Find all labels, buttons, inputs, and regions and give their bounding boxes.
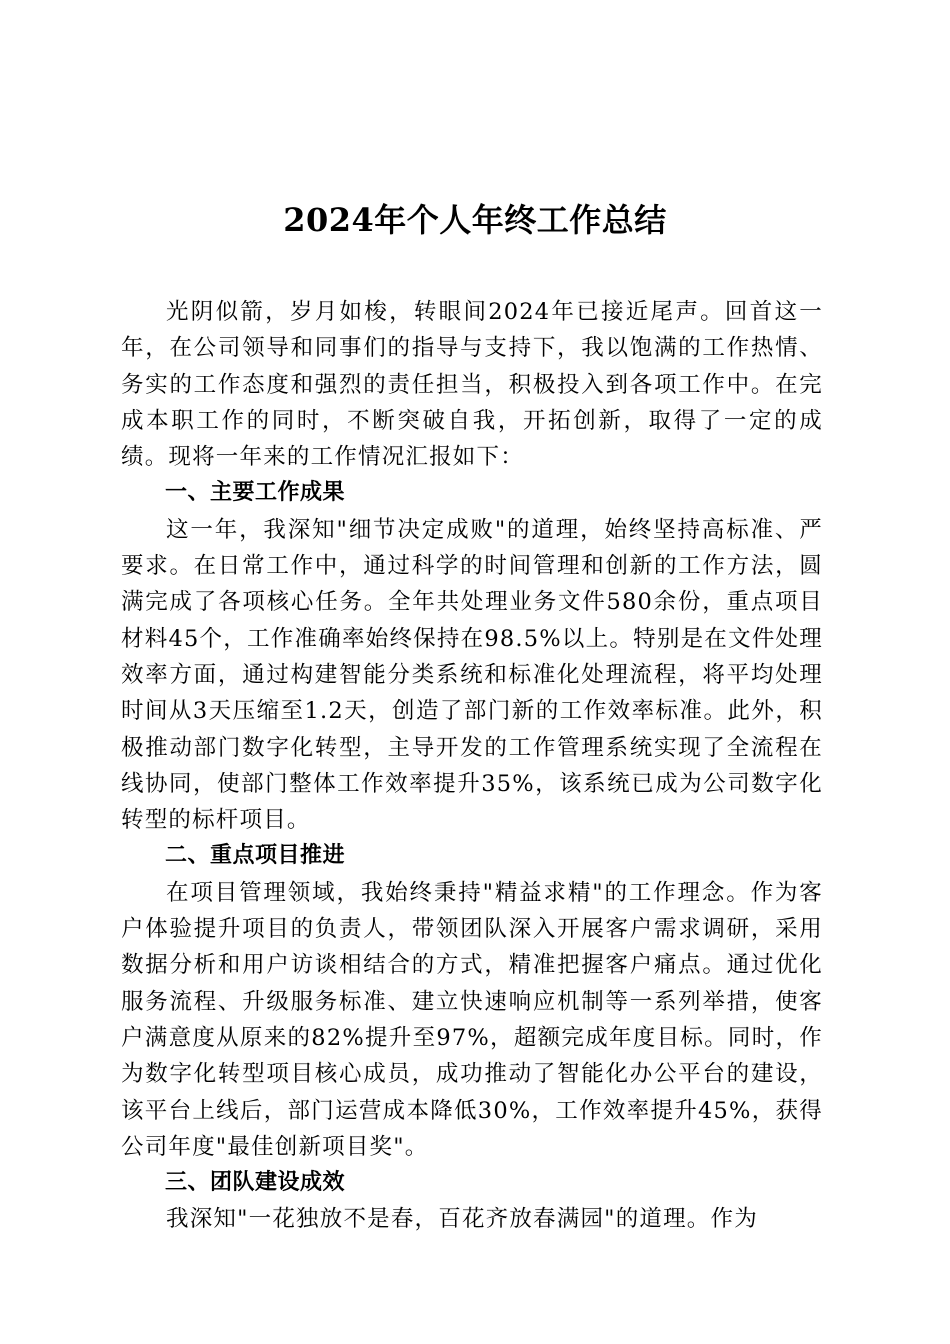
section-heading-achievements: 一、主要工作成果 <box>165 480 346 506</box>
document-body <box>121 294 823 1238</box>
section-heading-team: 三、团队建设成效 <box>165 1170 346 1196</box>
section-heading-projects: 二、重点项目推进 <box>165 843 346 869</box>
section-paragraph-projects: 在项目管理领域，我始终秉持"精益求精"的工作理念。作为客户体验提升项目的负责人，带领团队深入开展客户需求调研，采用数据分析和用户访谈相结合的方式，精准把握客户痛点。通过优化服务流程、升级服务标准、建立快速响应机制等一系列举措，使客户满意度从原来的82%提升至97%，超额完成年度目标。同时，作为数字化转型项目核心成员，成功推动了智能化办公平台的建设，该平台上线后，部门运营成本降低30%，工作效率提升45%，获得公司年度"最佳创新项目奖"。 <box>121 879 823 1160</box>
document-title: 2024年个人年终工作总结 <box>283 201 667 239</box>
section-paragraph-achievements: 这一年，我深知"细节决定成败"的道理，始终坚持高标准、严要求。在日常工作中，通过科学的时间管理和创新的工作方法，圆满完成了各项核心任务。全年共处理业务文件580余份，重点项目材料45个，工作准确率始终保持在98.5%以上。特别是在文件处理效率方面，通过构建智能分类系统和标准化处理流程，将平均处理时间从3天压缩至1.2天，创造了部门新的工作效率标准。此外，积极推动部门数字化转型，主导开发的工作管理系统实现了全流程在线协同，使部门整体工作效率提升35%，该系统已成为公司数字化转型的标杆项目。 <box>121 516 823 834</box>
section-paragraph-team: 我深知"一花独放不是春，百花齐放春满园"的道理。作为 <box>166 1206 758 1233</box>
intro-paragraph: 光阴似箭，岁月如梭，转眼间2024年已接近尾声。回首这一年，在公司领导和同事们的指导与支持下，我以饱满的工作热情、务实的工作态度和强烈的责任担当，积极投入到各项工作中。在完成本职工作的同时，不断突破自我，开拓创新，取得了一定的成绩。现将一年来的工作情况汇报如下： <box>121 299 823 471</box>
